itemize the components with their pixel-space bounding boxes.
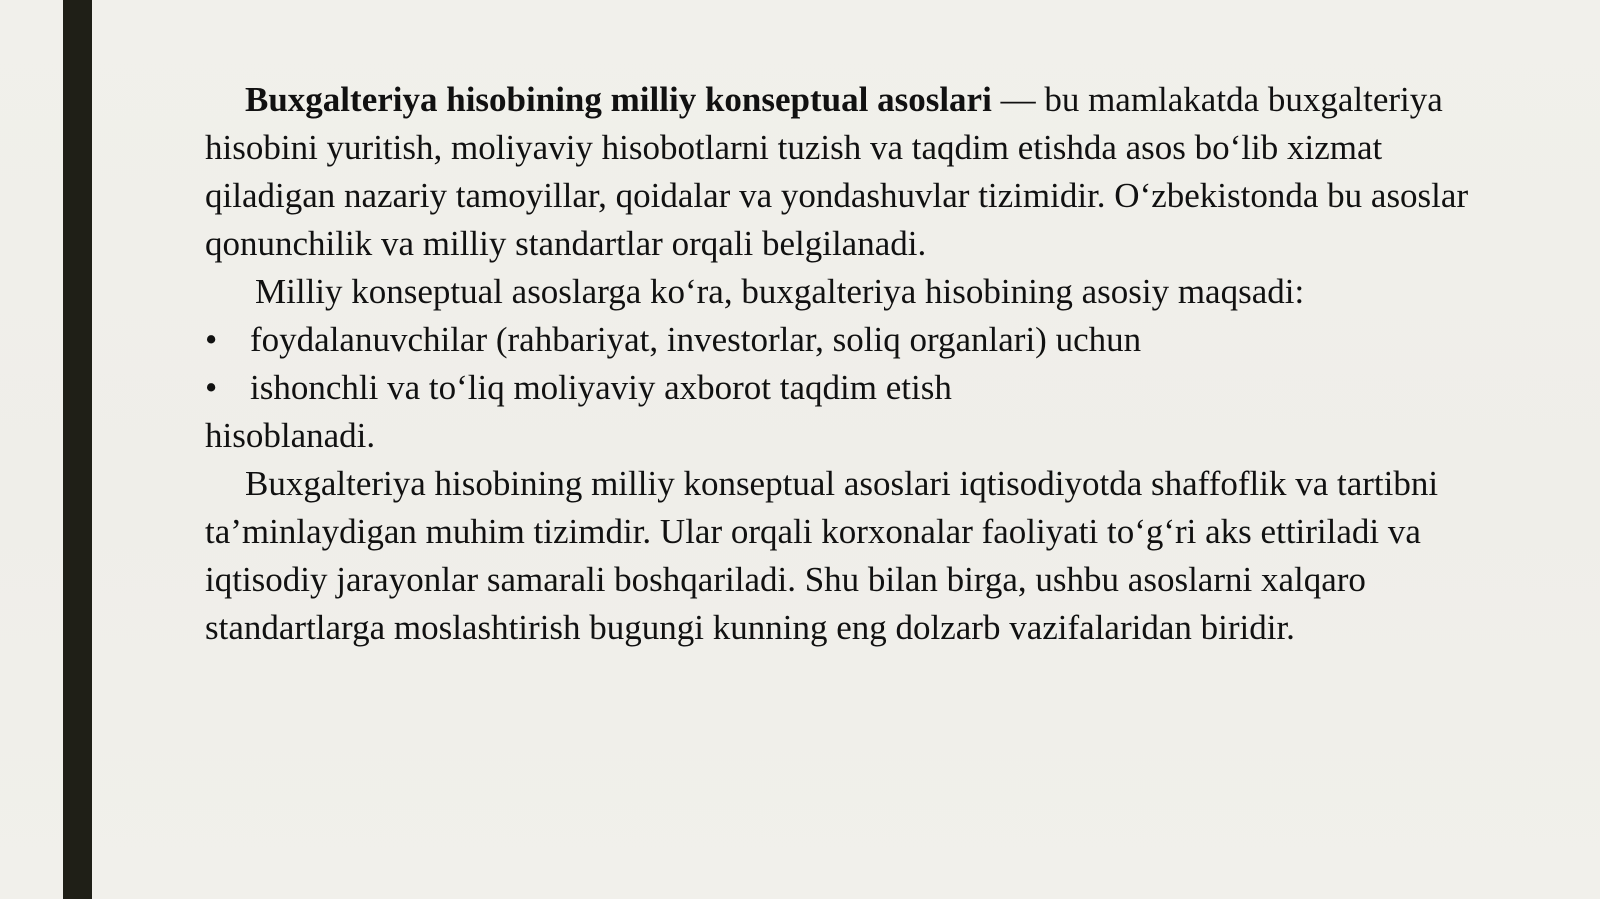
list-item xyxy=(205,316,1505,364)
bullet-text: foydalanuvchilar (rahbariyat, investorlar, soliq organlari) uchun xyxy=(250,320,1142,359)
definition-text: — bu mamlakatda buxgalteriya hisobini yuritish, moliyaviy hisobotlarni tuzish va taqdim etishda asos bo‘lib xizmat qiladigan nazariy tamoyillar, qoidalar va yondashuvlar tizimidir. O‘zbekistonda bu asoslar qonunchilik va milliy standartlar orqali belgilanadi. xyxy=(205,80,1469,263)
paragraph-summary: Buxgalteriya hisobining milliy konseptual asoslari iqtisodiyotda shaffoflik va tartibni ta’minlaydigan muhim tizimdir. Ular orqali korxonalar faoliyati to‘g‘ri aks ettiriladi va iqtisodiy jarayonlar samarali boshqariladi. Shu bilan birga, ushbu asoslarni xalqaro standartlarga moslashtirish bugungi kunning eng dolzarb vazifalaridan biridir. xyxy=(205,464,1439,647)
goal-bullet-list xyxy=(205,316,1505,412)
paragraph-conclusion-word: hisoblanadi. xyxy=(205,416,376,455)
bullet-icon: • xyxy=(205,368,218,407)
paragraph-definition xyxy=(205,76,1505,268)
slide-body xyxy=(205,76,1505,652)
paragraph-goal-intro: Milliy konseptual asoslarga ko‘ra, buxgalteriya hisobining asosiy maqsadi: xyxy=(255,272,1305,311)
bullet-icon: • xyxy=(205,320,218,359)
bold-term: Buxgalteriya hisobining milliy konseptual asoslari xyxy=(245,80,992,119)
bullet-text: ishonchli va to‘liq moliyaviy axborot taqdim etish xyxy=(250,368,952,407)
accent-bar xyxy=(63,0,92,899)
list-item xyxy=(205,364,1505,412)
